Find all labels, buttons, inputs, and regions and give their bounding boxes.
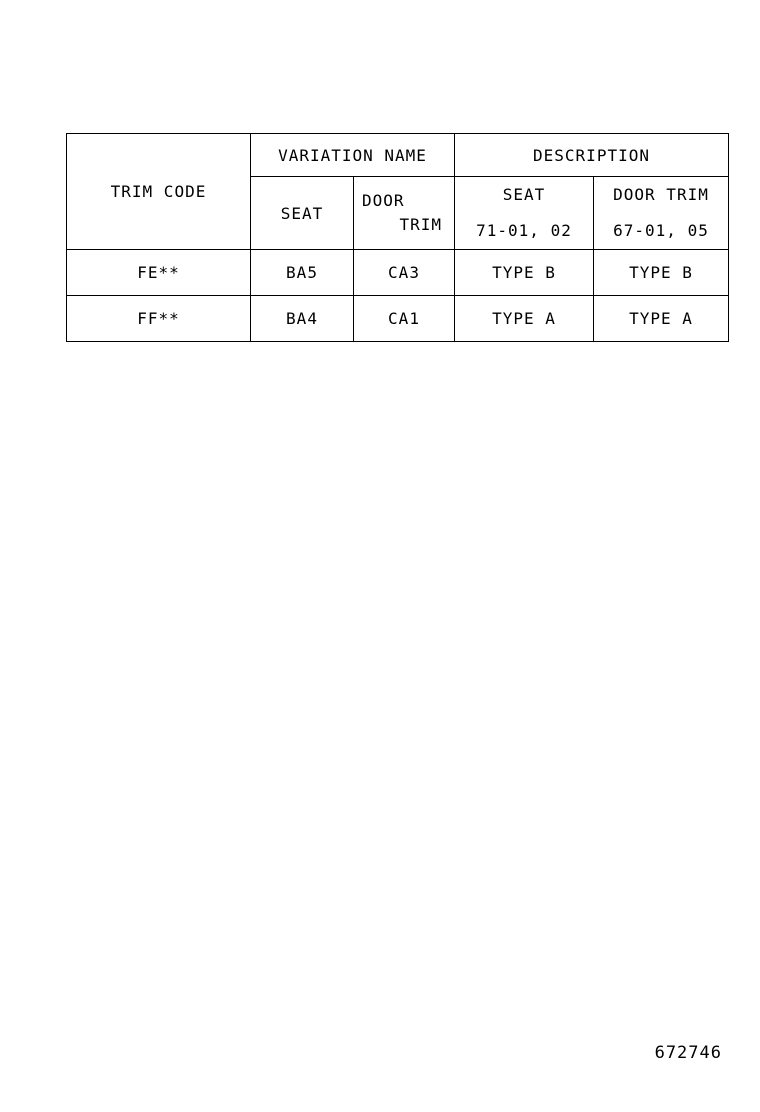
header-variation-door-line1: DOOR bbox=[362, 191, 405, 210]
table-header-row bbox=[67, 134, 729, 177]
header-desc-door-title: DOOR TRIM bbox=[613, 185, 709, 204]
header-variation-door-line2: TRIM bbox=[399, 215, 442, 234]
trim-variation-table bbox=[66, 133, 729, 342]
cell-door-trim: CA3 bbox=[354, 250, 455, 296]
header-variation-door-trim bbox=[354, 177, 455, 250]
cell-trim-code: FF** bbox=[67, 296, 251, 342]
header-variation-name: VARIATION NAME bbox=[251, 134, 455, 177]
cell-desc-door-trim: TYPE B bbox=[594, 250, 729, 296]
table-row bbox=[67, 250, 729, 296]
cell-desc-door-trim: TYPE A bbox=[594, 296, 729, 342]
header-desc-seat bbox=[455, 177, 594, 250]
figure-number: 672746 bbox=[654, 1043, 722, 1063]
cell-trim-code: FE** bbox=[67, 250, 251, 296]
header-trim-code: TRIM CODE bbox=[67, 134, 251, 250]
header-desc-door-trim bbox=[594, 177, 729, 250]
cell-seat: BA4 bbox=[251, 296, 354, 342]
cell-seat: BA5 bbox=[251, 250, 354, 296]
header-desc-seat-title: SEAT bbox=[502, 185, 546, 204]
cell-desc-seat: TYPE A bbox=[455, 296, 594, 342]
header-variation-seat: SEAT bbox=[251, 177, 354, 250]
header-desc-door-ref: 67-01, 05 bbox=[613, 221, 709, 240]
header-desc-seat-ref: 71-01, 02 bbox=[476, 221, 572, 240]
cell-desc-seat: TYPE B bbox=[455, 250, 594, 296]
header-description: DESCRIPTION bbox=[455, 134, 729, 177]
table-row bbox=[67, 296, 729, 342]
cell-door-trim: CA1 bbox=[354, 296, 455, 342]
